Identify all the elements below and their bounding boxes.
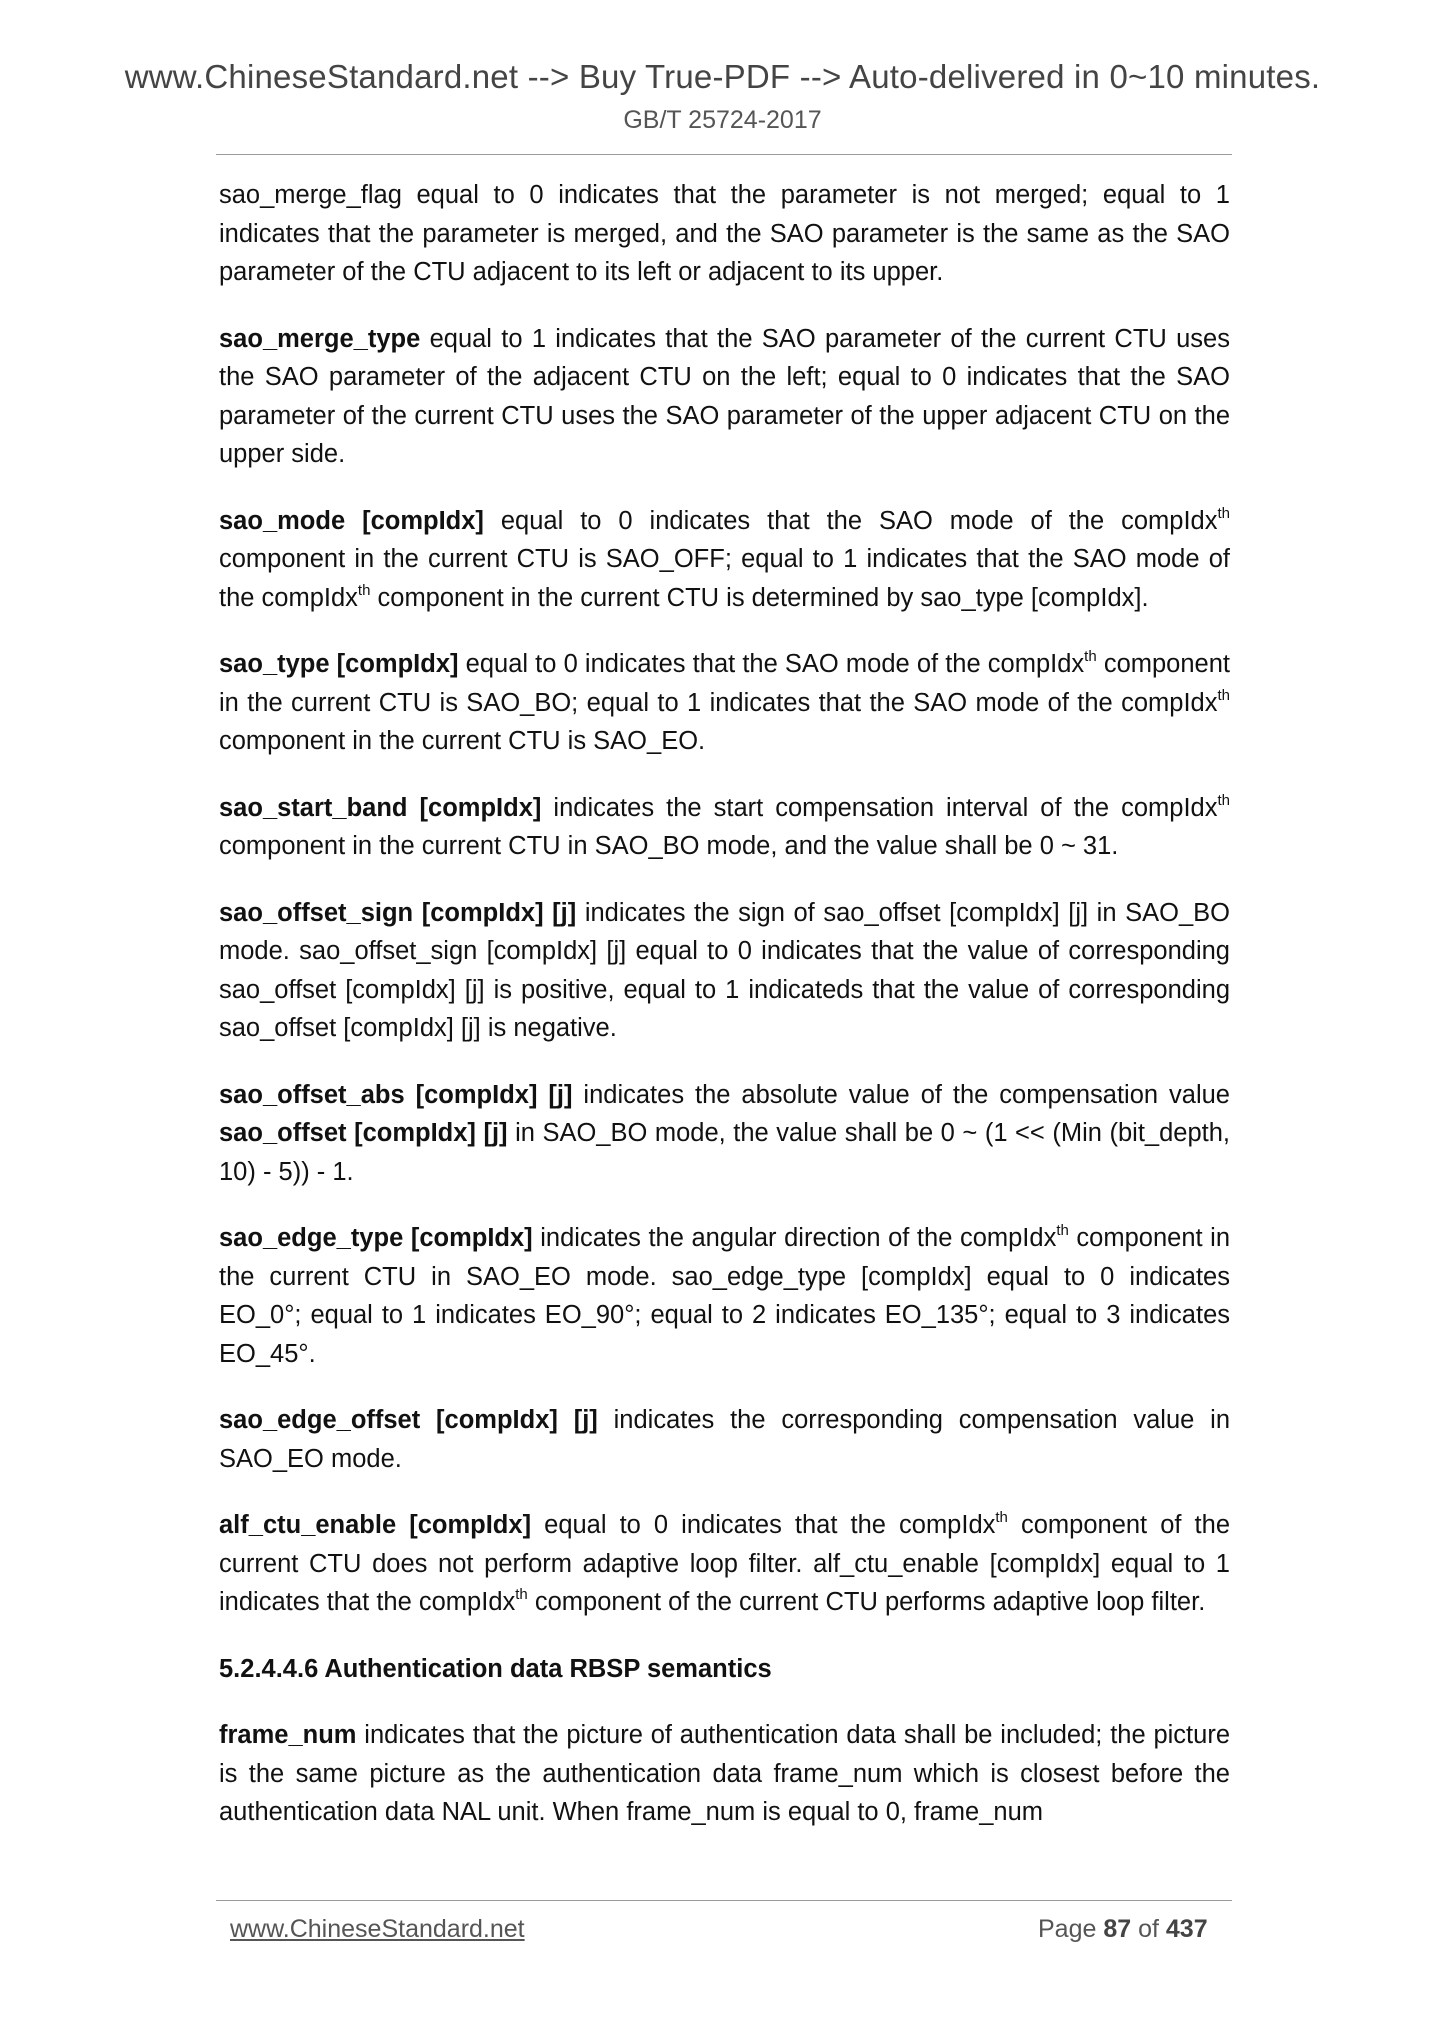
paragraph-text: indicates the start compensation interval of the compIdx (541, 793, 1218, 822)
paragraph-text: component of the current CTU does not perform adaptive loop filter. alf_ctu_enable [compIdx] equal to 1 indicates that the compIdx (219, 1511, 1230, 1616)
paragraph-text: in SAO_BO mode, the value shall be 0 ~ (1 << (Min (bit_depth, 10) - 5)) - 1. (219, 1119, 1230, 1186)
superscript: th (995, 1509, 1008, 1526)
term: sao_offset_sign [compIdx] [j] (219, 898, 577, 927)
paragraph-text: component in the current CTU is SAO_EO. (219, 727, 706, 755)
header-divider (216, 154, 1232, 155)
paragraph-frame-num (219, 1716, 1230, 1832)
paragraph-sao-type (219, 645, 1230, 761)
term: sao_start_band [compIdx] (219, 793, 542, 822)
paragraph-sao-offset-sign (219, 894, 1230, 1048)
paragraph-alf-ctu-enable (219, 1506, 1230, 1622)
paragraph-text: indicates the sign of sao_offset [compIdx] [j] in SAO_BO mode. sao_offset_sign [compIdx] [j] equal to 0 indicates that the value of corresponding sao_offset [compIdx] [j] is positive, equal to 1 indicateds that the value of corresponding sao_offset [compIdx] [j] is negative. (219, 898, 1231, 1042)
term: sao_mode [compIdx] (219, 506, 484, 535)
page-current: 87 (1103, 1915, 1132, 1943)
paragraph-text: indicates that the picture of authentication data shall be included; the picture is the same picture as the authentication data frame_num which is closest before the authentication data NAL unit. When frame_num is equal to 0, frame_num (219, 1721, 1230, 1826)
standard-number: GB/T 25724-2017 (623, 106, 822, 134)
term: alf_ctu_enable [compIdx] (219, 1511, 532, 1539)
superscript: th (357, 581, 371, 599)
term: frame_num (219, 1721, 357, 1749)
paragraph-sao-offset-abs (219, 1076, 1230, 1192)
superscript: th (1056, 1222, 1069, 1239)
page-number (1038, 1915, 1208, 1944)
superscript: th (1217, 504, 1230, 522)
paragraph-text: component in the current CTU in SAO_EO mode. sao_edge_type [compIdx] equal to 0 indicates EO_0°; equal to 1 indicates EO_90°; equal to 2 indicates EO_135°; equal to 3 indicates EO_45°. (219, 1224, 1231, 1368)
page-total: 437 (1165, 1915, 1208, 1943)
paragraph-sao-mode (219, 502, 1230, 618)
section-heading: 5.2.4.4.6 Authentication data RBSP semantics (219, 1654, 772, 1683)
superscript: th (515, 1586, 528, 1603)
term: sao_edge_offset [compIdx] [j] (219, 1406, 598, 1434)
superscript: th (1217, 791, 1231, 809)
page-label: Page (1038, 1915, 1104, 1943)
paragraph-sao-start-band (219, 789, 1230, 866)
paragraph-text: equal to 1 indicates that the SAO parameter of the current CTU uses the SAO parameter of the adjacent CTU on the left; equal to 0 indicates that the SAO parameter of the current CTU uses the SAO parameter of the upper adjacent CTU on the upper side. (219, 324, 1230, 468)
footer-website-link[interactable]: www.ChineseStandard.net (230, 1915, 525, 1943)
superscript: th (1217, 686, 1230, 704)
header-banner[interactable]: www.ChineseStandard.net --> Buy True-PDF --> Auto-delivered in 0~10 minutes. (124, 58, 1321, 95)
paragraph-sao-merge-type (219, 320, 1230, 474)
paragraph-text: equal to 0 indicates that the SAO mode of the compIdx (458, 650, 1085, 678)
footer-divider (216, 1900, 1232, 1901)
page-of: of (1131, 1915, 1166, 1943)
term: sao_type [compIdx] (219, 650, 459, 678)
paragraph-text: sao_merge_flag equal to 0 indicates that the parameter is not merged; equal to 1 indicates that the parameter is merged, and the SAO parameter is the same as the SAO parameter of the CTU adjacent to its left or adjacent to its upper. (219, 181, 1230, 286)
paragraph-text: equal to 0 indicates that the compIdx (531, 1511, 996, 1539)
paragraph-sao-edge-offset (219, 1401, 1230, 1478)
paragraph-text: indicates the angular direction of the compIdx (532, 1224, 1057, 1252)
term: sao_merge_type (219, 324, 421, 353)
paragraph-sao-merge-flag (219, 176, 1230, 292)
paragraph-text: component in the current CTU is determined by sao_type [compIdx]. (370, 583, 1149, 612)
paragraph-sao-edge-type (219, 1219, 1230, 1373)
term: sao_offset [compIdx] [j] (219, 1119, 508, 1147)
paragraph-text: indicates the absolute value of the compensation value (572, 1080, 1230, 1109)
paragraph-text: component in the current CTU is SAO_OFF; equal to 1 indicates that the SAO mode of the compIdx (219, 545, 1230, 612)
superscript: th (1084, 648, 1097, 665)
page-body (219, 176, 1230, 1832)
paragraph-text: indicates the corresponding compensation value in SAO_EO mode. (219, 1406, 1231, 1473)
paragraph-text: component in the current CTU in SAO_BO mode, and the value shall be 0 ~ 31. (219, 832, 1119, 860)
paragraph-text: component in the current CTU is SAO_BO; equal to 1 indicates that the SAO mode of the compIdx (219, 650, 1230, 717)
term: sao_edge_type [compIdx] (219, 1224, 533, 1252)
term: sao_offset_abs [compIdx] [j] (219, 1080, 573, 1109)
paragraph-text: component of the current CTU performs adaptive loop filter. (527, 1588, 1206, 1616)
paragraph-text: equal to 0 indicates that the SAO mode of the compIdx (483, 506, 1218, 535)
